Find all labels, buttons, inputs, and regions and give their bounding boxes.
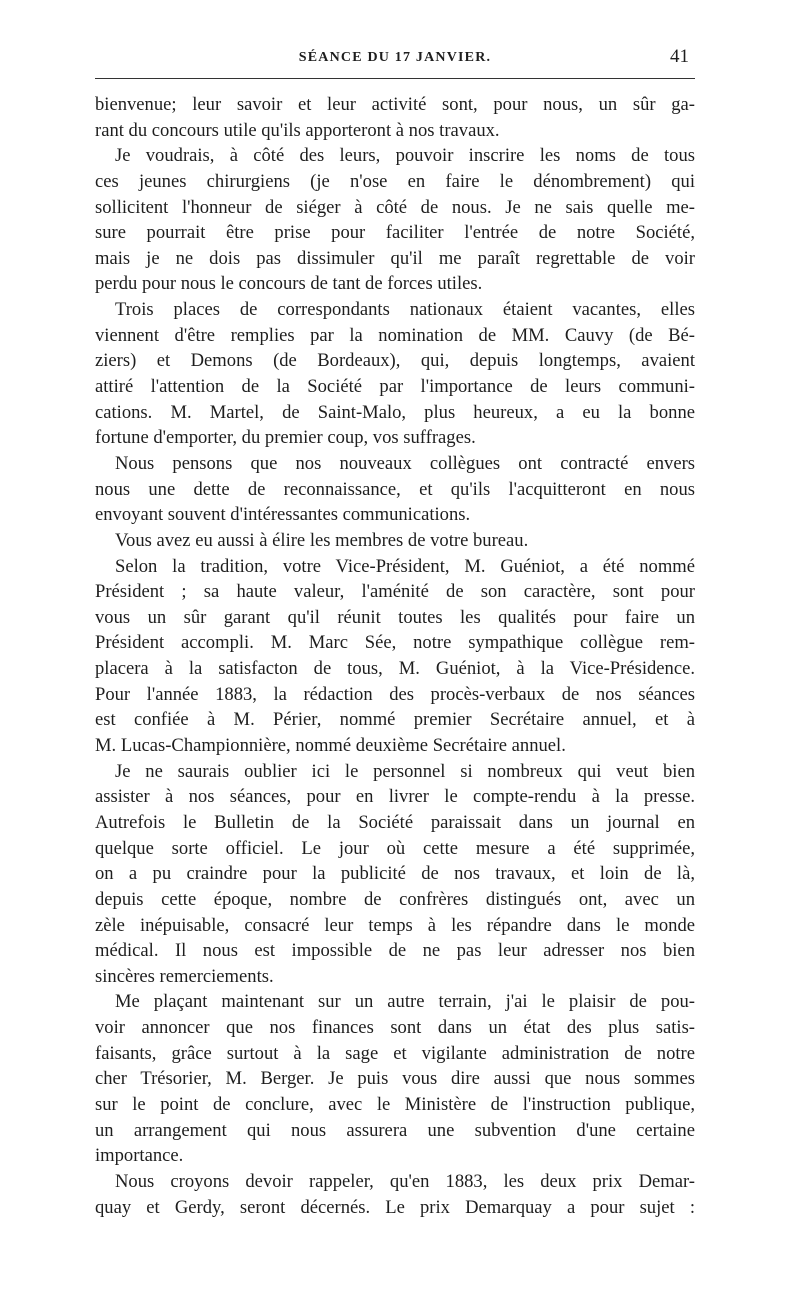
text-line: bienvenue; leur savoir et leur activité sont, pour nous, un sûr ga- (95, 94, 695, 115)
text-line: Président accompli. M. Marc Sée, notre sympathique collègue rem- (95, 632, 695, 654)
text-line: est confiée à M. Périer, nommé premier Secrétaire annuel, et à (95, 709, 695, 731)
text-line: rant du concours utile qu'ils apporteront à nos travaux. (95, 119, 500, 141)
text-line: M. Lucas-Championnière, nommé deuxième Secrétaire annuel. (95, 735, 566, 757)
text-line: quay et Gerdy, seront décernés. Le prix Demarquay a pour sujet : (95, 1196, 695, 1218)
text-line: vous un sûr garant qu'il réunit toutes les qualités pour faire un (95, 606, 695, 628)
text-line: voir annoncer que nos finances sont dans un état des plus satis- (95, 1017, 695, 1039)
text-line: Autrefois le Bulletin de la Société paraissait dans un journal en (95, 811, 695, 833)
text-line: sollicitent l'honneur de siéger à côté de nous. Je ne sais quelle me- (95, 196, 695, 218)
text-line: Nous pensons que nos nouveaux collègues ont contracté envers (115, 452, 695, 474)
text-line: faisants, grâce surtout à la sage et vigilante administration de notre (95, 1042, 695, 1064)
text-line: sincères remerciements. (95, 965, 274, 987)
body-text (95, 92, 695, 1220)
text-line: Vous avez eu aussi à élire les membres de votre bureau. (115, 529, 529, 551)
text-line: nous une dette de reconnaissance, et qu'ils l'acquitteront en nous (95, 478, 695, 500)
text-line: ziers) et Demons (de Bordeaux), qui, depuis longtemps, avaient (95, 350, 695, 372)
text-line: cations. M. Martel, de Saint-Malo, plus heureux, a eu la bonne (95, 401, 695, 423)
header-rule (95, 78, 695, 79)
text-line: importance. (95, 1145, 184, 1167)
text-line: Président ; sa haute valeur, l'aménité de son caractère, sont pour (95, 581, 695, 603)
text-line: on a pu craindre pour la publicité de nos travaux, et loin de là, (95, 863, 695, 885)
text-line: Je voudrais, à côté des leurs, pouvoir inscrire les noms de tous (115, 145, 695, 167)
header-title: SÉANCE DU 17 JANVIER. (298, 50, 492, 65)
text-line: Nous croyons devoir rappeler, qu'en 1883, les deux prix Demar- (115, 1170, 695, 1192)
text-line: perdu pour nous le concours de tant de forces utiles. (95, 273, 483, 295)
text-line: quelque sorte officiel. Le jour où cette mesure a été supprimée, (95, 837, 695, 859)
text-line: mais je ne dois pas dissimuler qu'il me paraît regrettable de voir (95, 247, 695, 269)
text-line: sure pourrait être prise pour faciliter l'entrée de notre Société, (95, 222, 695, 244)
running-header (95, 46, 695, 76)
text-line: Selon la tradition, votre Vice-Président, M. Guéniot, a été nommé (115, 555, 695, 577)
text-line: fortune d'emporter, du premier coup, vos suffrages. (95, 427, 476, 449)
text-line: médical. Il nous est impossible de ne pas leur adresser nos bien (95, 940, 695, 962)
text-line: zèle inépuisable, consacré leur temps à les répandre dans le monde (95, 914, 695, 936)
text-line: envoyant souvent d'intéressantes communications. (95, 504, 471, 526)
text-line: viennent d'être remplies par la nomination de MM. Cauvy (de Bé- (95, 324, 695, 346)
text-line: cher Trésorier, M. Berger. Je puis vous dire aussi que nous sommes (95, 1068, 695, 1090)
text-line: Trois places de correspondants nationaux étaient vacantes, elles (115, 299, 695, 321)
text-line: ces jeunes chirurgiens (je n'ose en faire le dénombrement) qui (95, 170, 695, 192)
text-line: attiré l'attention de la Société par l'importance de leurs communi- (95, 376, 695, 398)
text-line: un arrangement qui nous assurera une subvention d'une certaine (95, 1119, 695, 1141)
text-line: Pour l'année 1883, la rédaction des procès-verbaux de nos séances (95, 683, 695, 705)
text-line: depuis cette époque, nombre de confrères distingués ont, avec un (95, 888, 695, 910)
text-line: assister à nos séances, pour en livrer le compte-rendu à la presse. (95, 786, 695, 808)
text-line: Me plaçant maintenant sur un autre terrain, j'ai le plaisir de pou- (115, 991, 695, 1013)
text-line: placera à la satisfacton de tous, M. Guéniot, à la Vice-Présidence. (95, 658, 695, 680)
page-number: 41 (670, 46, 689, 67)
text-line: sur le point de conclure, avec le Ministère de l'instruction publique, (95, 1093, 695, 1115)
text-line: Je ne saurais oublier ici le personnel si nombreux qui veut bien (115, 760, 695, 782)
